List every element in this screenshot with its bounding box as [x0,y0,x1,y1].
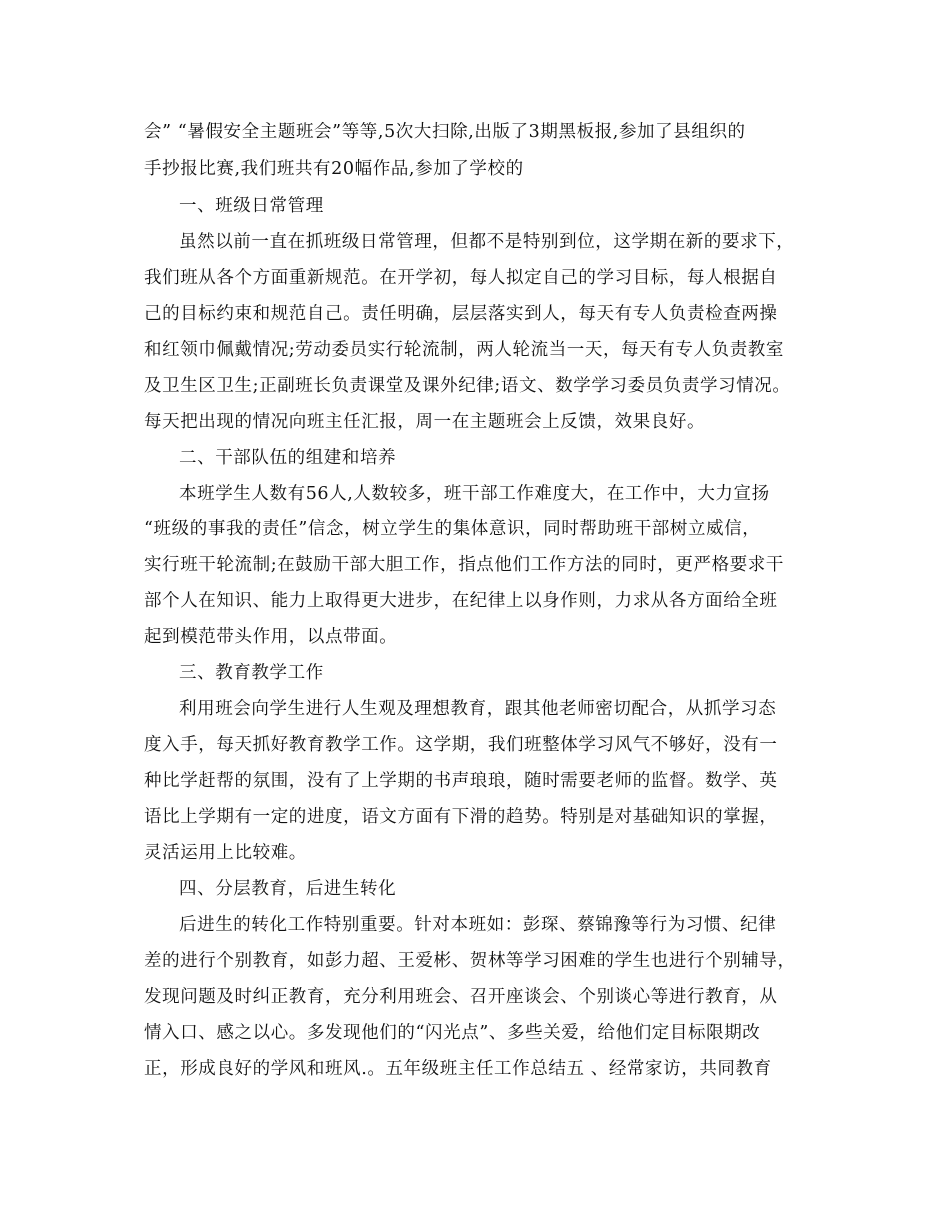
text-line: 灵活运用上比较难。 [144,843,307,863]
text-line: 我们班从各个方面重新规范。在开学初，每人拟定自己的学习目标，每人根据自 [144,268,778,288]
text-line: 和红领巾佩戴情况;劳动委员实行轮流制，两人轮流当一天，每天有专人负责教室 [144,340,784,360]
section-heading: 一、班级日常管理 [179,196,324,216]
text-line: 后进生的转化工作特别重要。针对本班如：彭琛、蔡锦豫等行为习惯、纪律 [179,915,777,935]
text-line: 种比学赶帮的氛围，没有了上学期的书声琅琅，随时需要老师的监督。数学、英 [144,771,778,791]
text-line: 情入口、感之以心。多发现他们的“闪光点”、多些关爱，给他们定目标限期改 [144,1023,761,1043]
text-line: 及卫生区卫生;正副班长负责课堂及课外纪律;语文、数学学习委员负责学习情况。 [144,376,791,396]
text-line: 度入手，每天抓好教育教学工作。这学期，我们班整体学习风气不够好，没有一 [144,735,778,755]
text-line: 正，形成良好的学风和班风.。五年级班主任工作总结五 、经常家访，共同教育 [144,1059,772,1079]
text-line: 差的进行个别教育，如彭力超、王爱彬、贺林等学习困难的学生也进行个别辅导， [144,951,796,971]
text-line: 虽然以前一直在抓班级日常管理，但都不是特别到位，这学期在新的要求下， [179,232,795,252]
text-line: 发现问题及时纠正教育，充分利用班会、召开座谈会、个别谈心等进行教育，从 [144,987,778,1007]
text-line: 手抄报比赛,我们班共有20幅作品,参加了学校的 [144,159,524,179]
text-line: 部个人在知识、能力上取得更大进步，在纪律上以身作则，力求从各方面给全班 [144,591,778,611]
text-line: 会” “暑假安全主题班会”等等,5次大扫除,出版了3期黑板报,参加了县组织的 [144,122,746,142]
text-line: 起到模范带头作用，以点带面。 [144,627,398,647]
text-line: 实行班干轮流制;在鼓励干部大胆工作，指点他们工作方法的同时，更严格要求干 [144,555,784,575]
text-line: 己的目标约束和规范自己。责任明确，层层落实到人，每天有专人负责检查两操 [144,304,778,324]
text-line: 本班学生人数有56人,人数较多，班干部工作难度大，在工作中，大力宣扬 [179,484,770,504]
text-line: “班级的事我的责任”信念，树立学生的集体意识，同时帮助班干部树立威信， [144,519,761,539]
text-line: 每天把出现的情况向班主任汇报，周一在主题班会上反馈，效果良好。 [144,412,706,432]
text-line: 利用班会向学生进行人生观及理想教育，跟其他老师密切配合，从抓学习态 [179,699,777,719]
section-heading: 二、干部队伍的组建和培养 [179,448,397,468]
text-line: 语比上学期有一定的进度，语文方面有下滑的趋势。特别是对基础知识的掌握， [144,807,778,827]
section-heading: 三、教育教学工作 [179,663,324,683]
section-heading: 四、分层教育，后进生转化 [179,879,397,899]
